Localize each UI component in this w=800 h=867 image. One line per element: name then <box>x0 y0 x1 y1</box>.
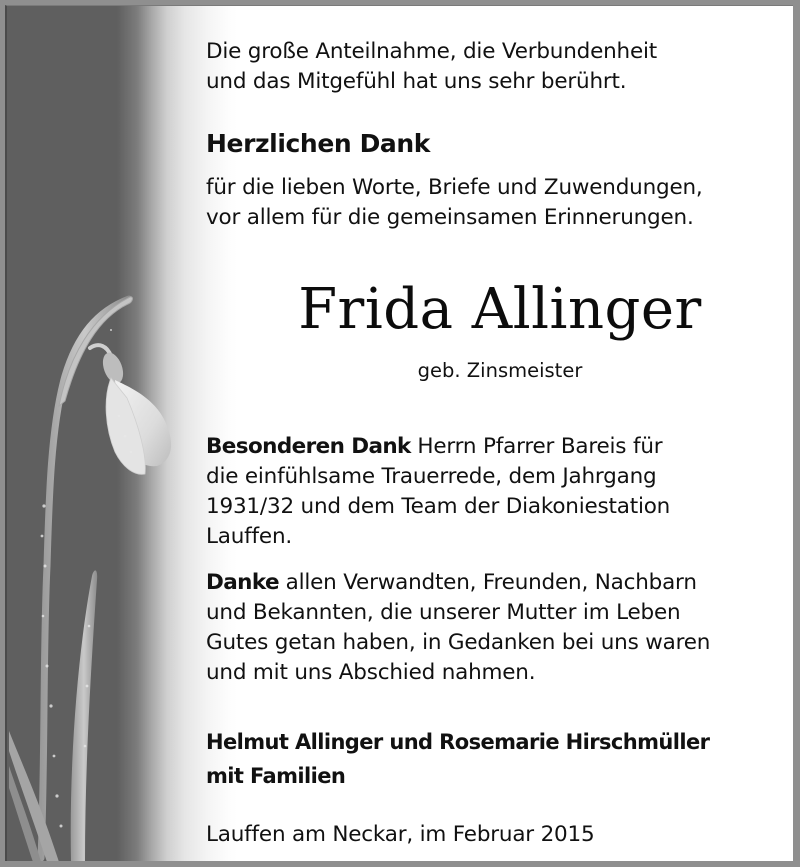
intro-line: Die große Anteilnahme, die Verbundenheit <box>206 39 658 64</box>
intro-paragraph <box>206 37 657 97</box>
thanks-heading: Herzlichen Dank <box>206 129 431 158</box>
snowdrop-photo <box>7 6 237 861</box>
general-thanks-line: Gutes getan haben, in Gedanken bei uns waren <box>206 630 711 655</box>
special-thanks-line: die einfühlsame Trauerrede, dem Jahrgang <box>206 464 657 489</box>
special-thanks-line: Lauffen. <box>206 524 293 549</box>
general-thanks-line: und mit uns Abschied nahmen. <box>206 660 536 685</box>
general-thanks-line: und Bekannten, die unserer Mutter im Leben <box>206 600 681 625</box>
thanks-paragraph <box>206 173 703 233</box>
thanks-line: vor allem für die gemeinsamen Erinnerungen. <box>206 205 694 230</box>
special-thanks-line: 1931/32 und dem Team der Diakoniestation <box>206 494 671 519</box>
obituary-notice <box>5 5 793 861</box>
special-thanks-lead: Besonderen Dank <box>206 434 411 459</box>
general-thanks-first-line <box>206 568 710 598</box>
signer-line: Helmut Allinger und Rosemarie Hirschmüller <box>206 730 710 754</box>
thanks-line: für die lieben Worte, Briefe und Zuwendungen, <box>206 175 703 200</box>
place-date: Lauffen am Neckar, im Februar 2015 <box>206 822 595 847</box>
special-thanks-first-line <box>206 432 670 462</box>
deceased-name: Frida Allinger <box>298 277 702 342</box>
snowdrop-icon <box>7 6 237 861</box>
special-thanks-text: Herrn Pfarrer Bareis für <box>410 434 663 459</box>
general-thanks-lead: Danke <box>206 570 279 595</box>
notice-text <box>206 6 793 861</box>
intro-line: und das Mitgefühl hat uns sehr berührt. <box>206 69 627 94</box>
maiden-name: geb. Zinsmeister <box>417 359 583 382</box>
signer-line: mit Familien <box>206 764 346 788</box>
signers <box>206 725 709 793</box>
special-thanks-paragraph <box>206 432 670 552</box>
general-thanks-text: allen Verwandten, Freunden, Nachbarn <box>278 570 697 595</box>
general-thanks-paragraph <box>206 568 710 688</box>
